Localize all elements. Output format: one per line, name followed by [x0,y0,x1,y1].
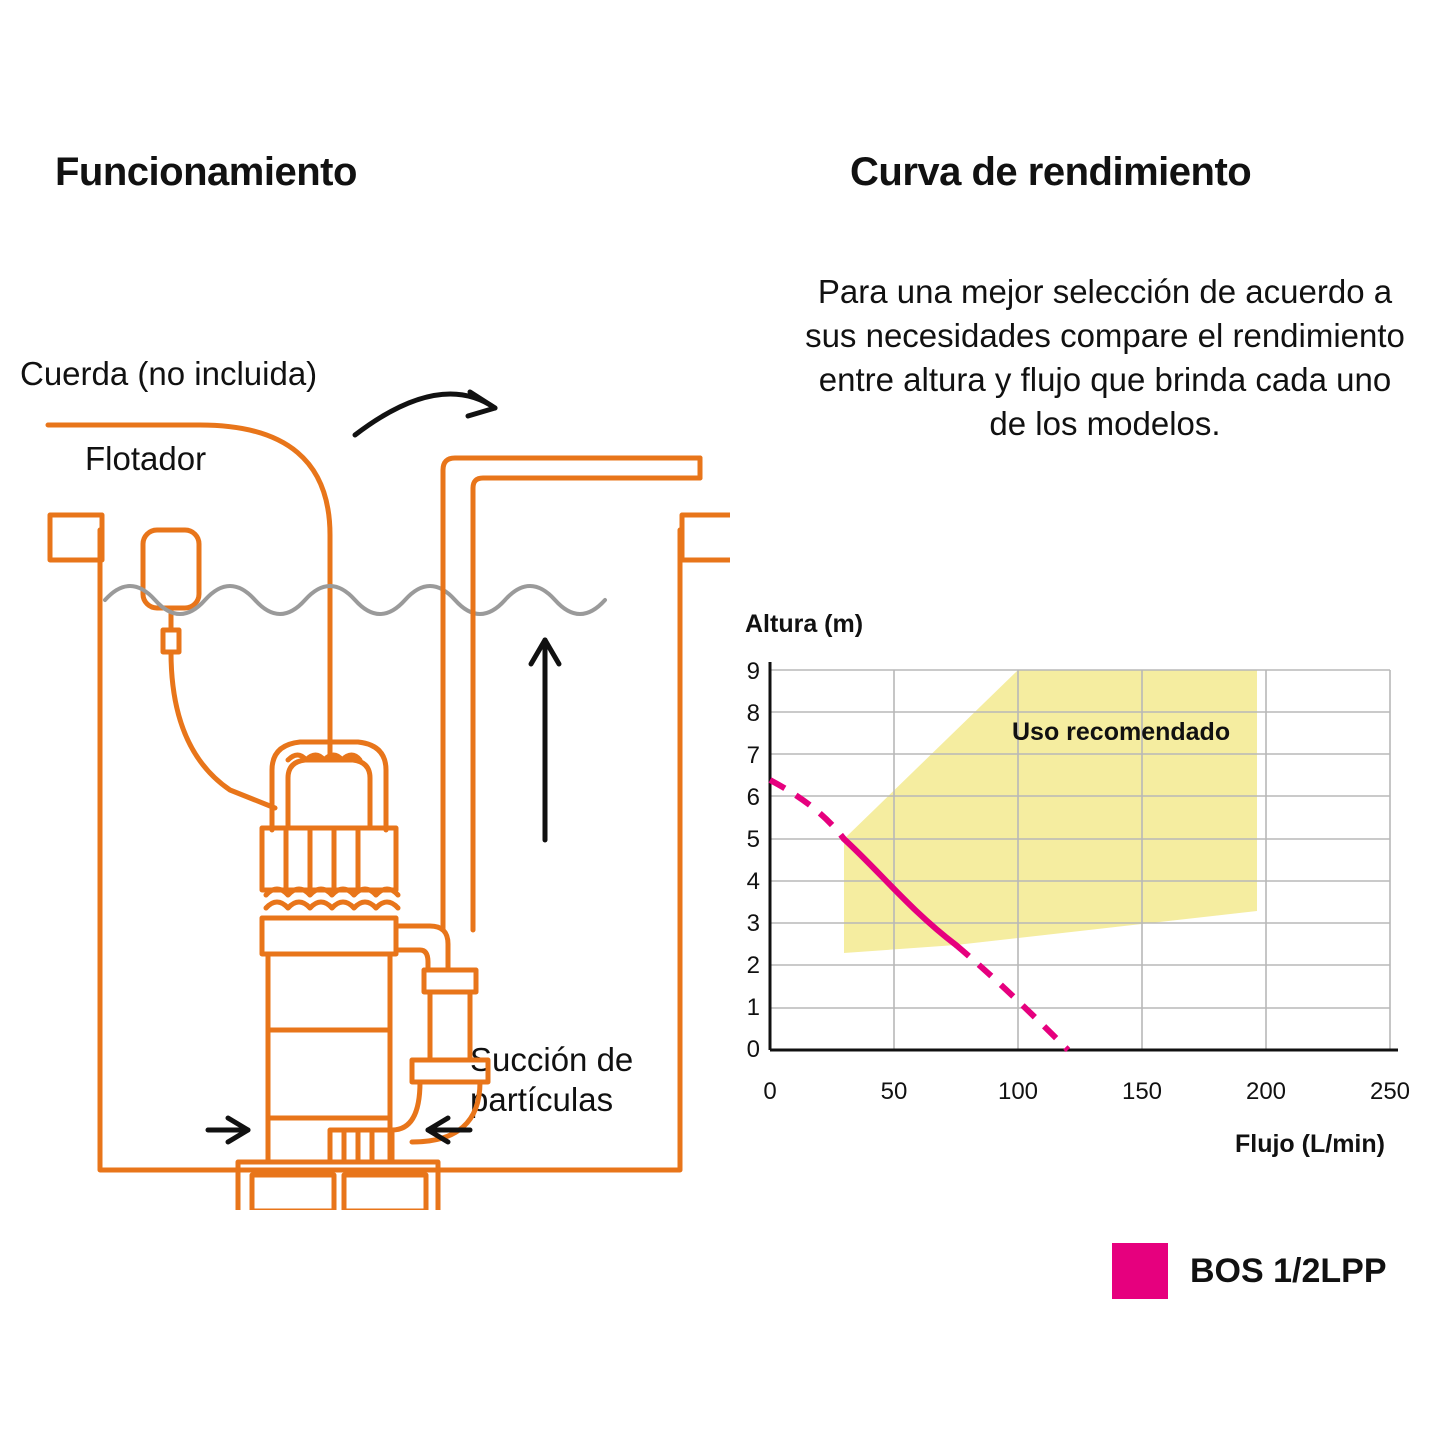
label-cuerda: Cuerda (no incluida) [20,355,318,392]
chart-ytick-7: 7 [746,742,760,769]
chart-x-axis-title: Flujo (L/min) [1235,1130,1385,1158]
chart-xtick-200: 200 [1245,1078,1287,1105]
chart-ytick-3: 3 [746,910,760,937]
curve-dashed-start [770,780,844,839]
chart-xtick-0: 0 [763,1078,777,1105]
intro-paragraph: Para una mejor selección de acuerdo a sus necesidades compare el rendimiento entre altura y flujo que brinda cada uno de los modelos. [805,273,1405,442]
chart-ytick-2: 2 [746,952,760,979]
curve-dashed-end [956,945,1068,1050]
chart-ytick-4: 4 [746,868,760,895]
label-succion: Succión de partículas [470,1041,634,1118]
section-title-funcionamiento: Funcionamiento [55,150,357,194]
performance-chart [730,600,1430,1200]
chart-plot-area [730,600,1430,1120]
legend-label-bos: BOS 1/2LPP [1190,1251,1387,1290]
chart-ytick-8: 8 [746,700,760,727]
legend-swatch-bos [1112,1243,1168,1299]
label-flotador: Flotador [85,440,207,477]
chart-ytick-5: 5 [746,826,760,853]
chart-ytick-6: 6 [746,784,760,811]
pump-diagram [0,330,730,1210]
section-title-curva: Curva de rendimiento [850,150,1252,194]
chart-xtick-50: 50 [880,1078,908,1105]
chart-ytick-0: 0 [746,1036,760,1063]
chart-annotation-uso-recomendado: Uso recomendado [1012,718,1231,746]
chart-xtick-100: 100 [997,1078,1039,1105]
chart-legend [1112,1243,1387,1299]
chart-ytick-1: 1 [746,994,760,1021]
chart-ytick-9: 9 [746,658,760,685]
chart-xtick-250: 250 [1369,1078,1411,1105]
chart-y-axis-title: Altura (m) [745,610,864,638]
chart-xtick-150: 150 [1121,1078,1163,1105]
